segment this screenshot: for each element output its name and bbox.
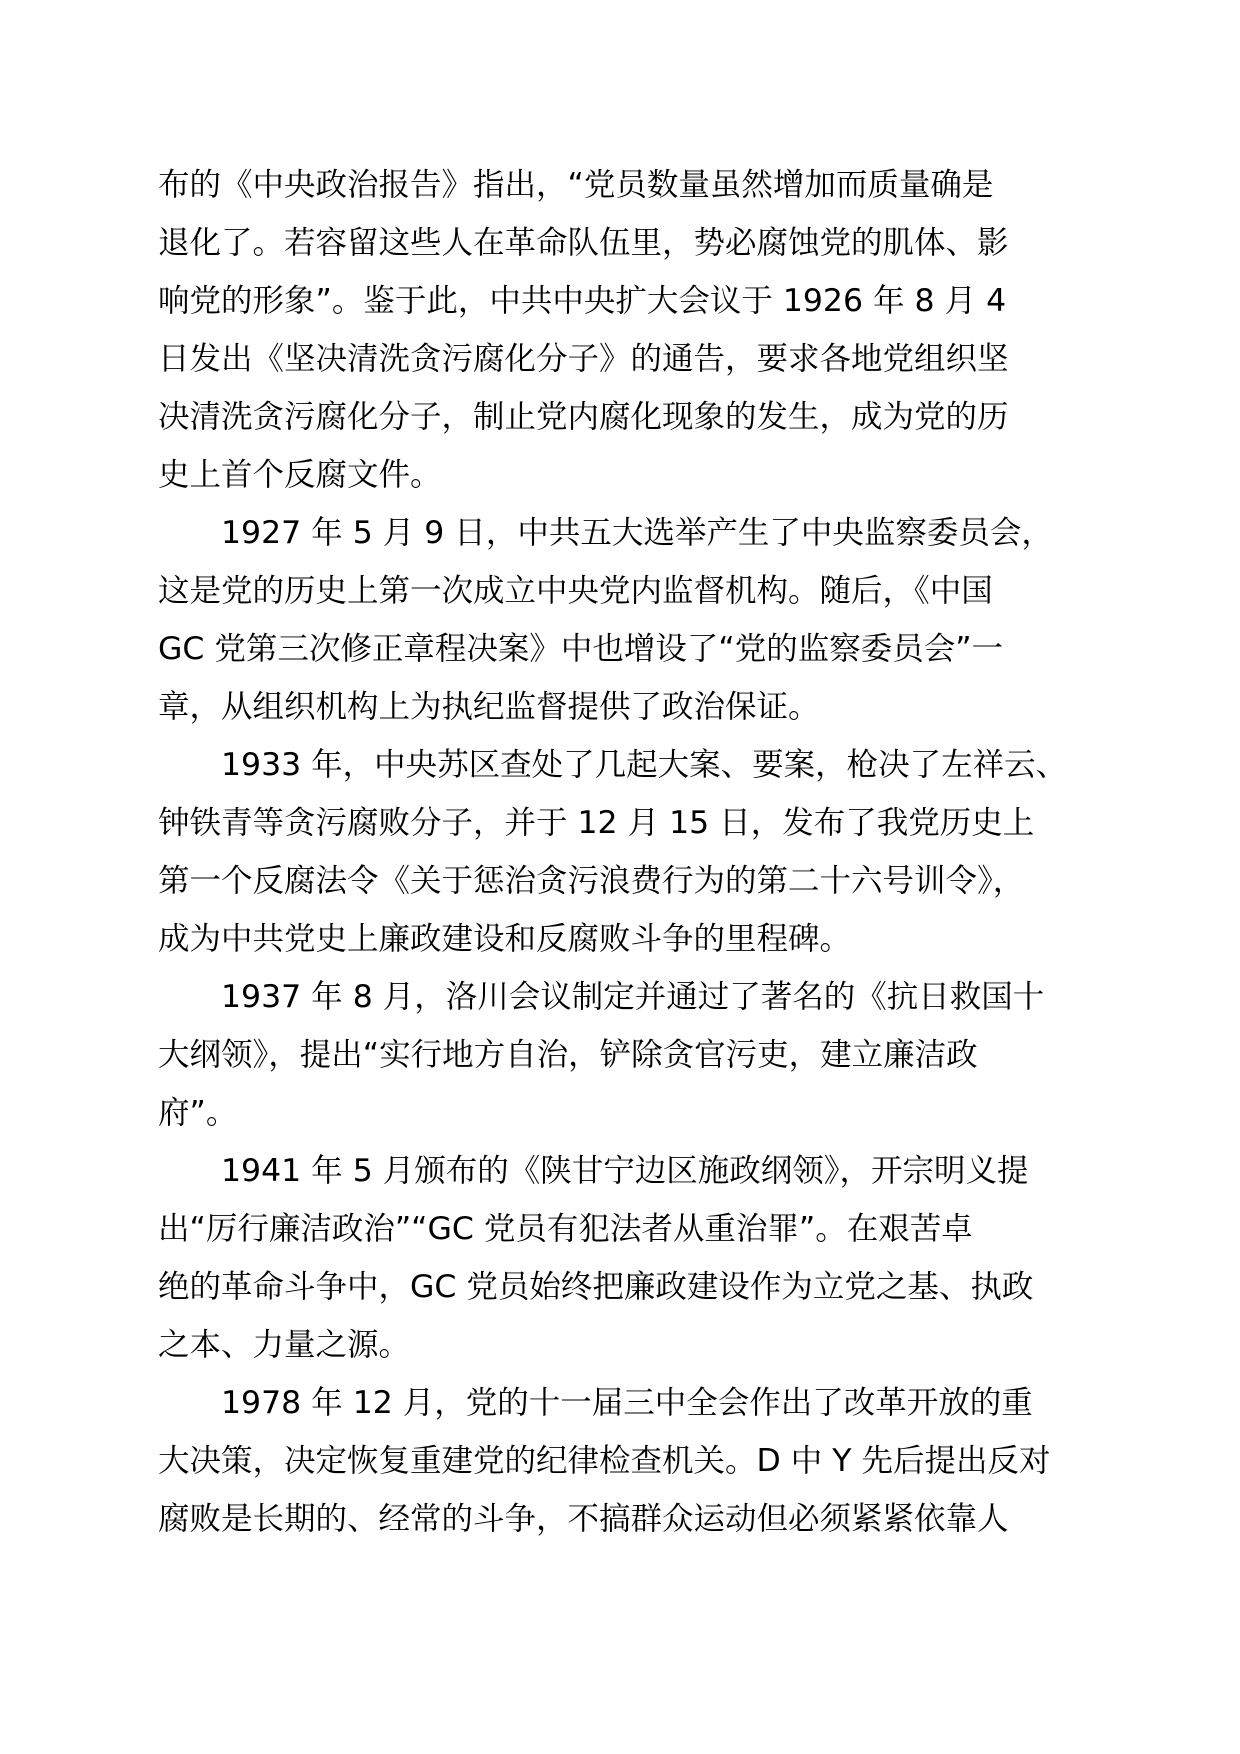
text-line: 1941 年 5 月颁布的《陕甘宁边区施政纲领》，开宗明义提 bbox=[221, 1153, 1029, 1189]
text-line: 钟铁青等贪污腐败分子，并于 12 月 15 日，发布了我党历史上 bbox=[158, 805, 1035, 841]
text-line: 日发出《坚决清洗贪污腐化分子》的通告，要求各地党组织坚 bbox=[158, 341, 1009, 377]
text-line: 史上首个反腐文件。 bbox=[158, 457, 442, 493]
text-line: 1978 年 12 月，党的十一届三中全会作出了改革开放的重 bbox=[221, 1385, 1033, 1421]
text-line: 出“厉行廉洁政治”“GC 党员有犯法者从重治罪”。在艰苦卓 bbox=[158, 1211, 973, 1247]
text-line: 响党的形象”。鉴于此，中共中央扩大会议于 1926 年 8 月 4 bbox=[158, 283, 1007, 319]
text-line: 决清洗贪污腐化分子，制止党内腐化现象的发生，成为党的历 bbox=[158, 399, 1009, 435]
text-line: 之本、力量之源。 bbox=[158, 1327, 411, 1363]
text-line: 章，从组织机构上为执纪监督提供了政治保证。 bbox=[158, 689, 820, 725]
paragraph-1 bbox=[158, 156, 1103, 504]
text-line: 成为中共党史上廉政建设和反腐败斗争的里程碑。 bbox=[158, 921, 852, 957]
text-line: 府”。 bbox=[158, 1095, 238, 1131]
text-line: 1927 年 5 月 9 日，中共五大选举产生了中央监察委员会， bbox=[221, 515, 1053, 551]
paragraph-4 bbox=[158, 968, 1103, 1142]
text-line: 退化了。若容留这些人在革命队伍里，势必腐蚀党的肌体、影 bbox=[158, 225, 1009, 261]
text-line: 腐败是长期的、经常的斗争，不搞群众运动但必须紧紧依靠人 bbox=[158, 1501, 1009, 1537]
paragraph-6 bbox=[158, 1374, 1103, 1548]
text-line: 大决策，决定恢复重建党的纪律检查机关。D 中 Y 先后提出反对 bbox=[158, 1443, 1051, 1479]
text-line: 布的《中央政治报告》指出，“党员数量虽然增加而质量确是 bbox=[158, 167, 994, 203]
text-line: 1933 年，中央苏区查处了几起大案、要案，枪决了左祥云、 bbox=[221, 747, 1068, 783]
paragraph-3 bbox=[158, 736, 1103, 968]
text-line: 绝的革命斗争中，GC 党员始终把廉政建设作为立党之基、执政 bbox=[158, 1269, 1034, 1305]
text-line: 大纲领》，提出“实行地方自治，铲除贪官污吏，建立廉洁政 bbox=[158, 1037, 978, 1073]
paragraph-5 bbox=[158, 1142, 1103, 1374]
text-line: 这是党的历史上第一次成立中央党内监督机构。随后，《中国 bbox=[158, 573, 993, 609]
body-text bbox=[158, 156, 1103, 1548]
text-line: GC 党第三次修正章程决案》中也增设了“党的监察委员会”一 bbox=[158, 631, 1004, 667]
paragraph-2 bbox=[158, 504, 1103, 736]
text-line: 第一个反腐法令《关于惩治贪污浪费行为的第二十六号训令》， bbox=[158, 863, 1025, 899]
text-line: 1937 年 8 月，洛川会议制定并通过了著名的《抗日救国十 bbox=[221, 979, 1045, 1015]
